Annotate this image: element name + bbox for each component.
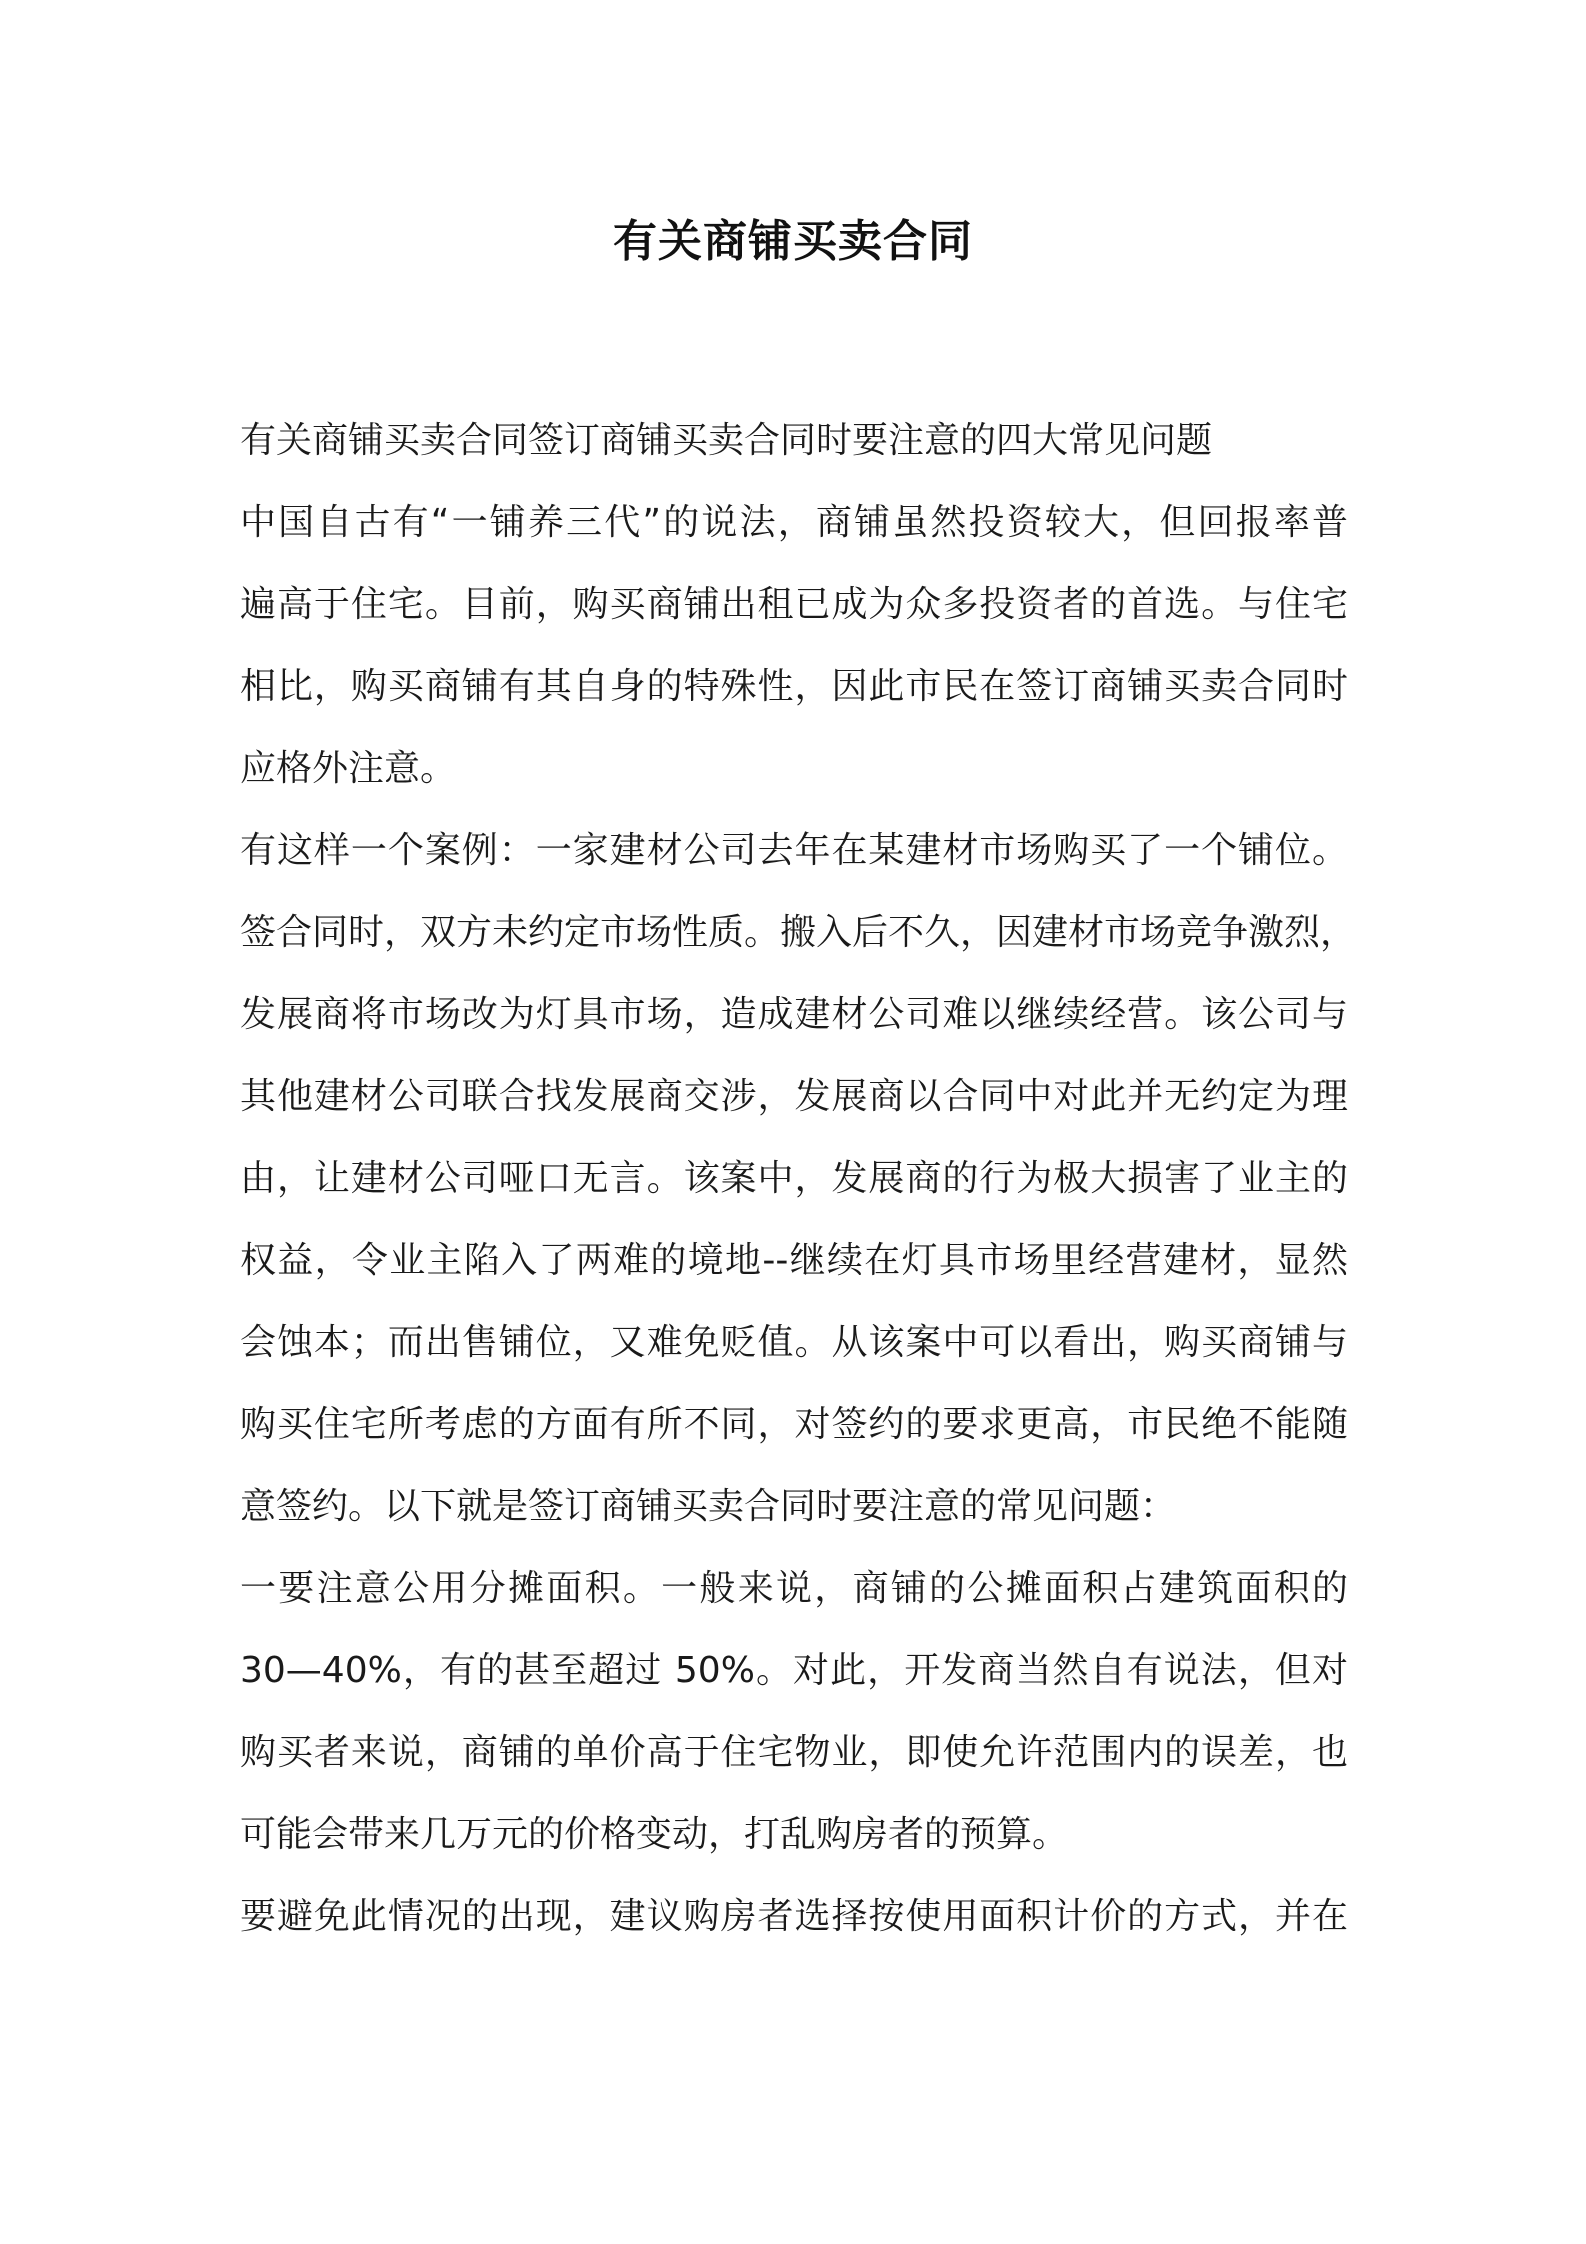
- text-line: 意签约。以下就是签订商铺买卖合同时要注意的常见问题：: [240, 1486, 1177, 1527]
- document-body: [240, 400, 1357, 1958]
- text-line: 发展商将市场改为灯具市场，造成建材公司难以继续经营。该公司与: [240, 994, 1348, 1035]
- text-line: 购买者来说，商铺的单价高于住宅物业，即使允许范围内的误差，也: [240, 1732, 1348, 1773]
- text-line: 可能会带来几万元的价格变动，打乱购房者的预算。: [240, 1814, 1069, 1855]
- text-line: 遍高于住宅。目前，购买商铺出租已成为众多投资者的首选。与住宅: [240, 584, 1348, 625]
- paragraph-heading-line: 有关商铺买卖合同签订商铺买卖合同时要注意的四大常见问题: [240, 420, 1213, 461]
- text-line: 其他建材公司联合找发展商交涉，发展商以合同中对此并无约定为理: [240, 1076, 1348, 1117]
- text-line: 权益，令业主陷入了两难的境地--继续在灯具市场里经营建材，显然: [240, 1240, 1348, 1281]
- text-line: 30—40%，有的甚至超过 50%。对此，开发商当然自有说法，但对: [240, 1650, 1348, 1691]
- text-line: 要避免此情况的出现，建议购房者选择按使用面积计价的方式，并在: [240, 1896, 1348, 1937]
- text-line: 中国自古有“一铺养三代”的说法，商铺虽然投资较大，但回报率普: [240, 502, 1348, 543]
- text-line: 签合同时，双方未约定市场性质。搬入后不久，因建材市场竞争激烈，: [240, 912, 1357, 953]
- text-line: 相比，购买商铺有其自身的特殊性，因此市民在签订商铺买卖合同时: [240, 666, 1348, 707]
- text-line: 应格外注意。: [240, 748, 457, 789]
- text-line: 一要注意公用分摊面积。一般来说，商铺的公摊面积占建筑面积的: [240, 1568, 1348, 1609]
- document-title: 有关商铺买卖合同: [613, 216, 973, 267]
- text-line: 会蚀本；而出售铺位，又难免贬值。从该案中可以看出，购买商铺与: [240, 1322, 1348, 1363]
- text-line: 有这样一个案例：一家建材公司去年在某建材市场购买了一个铺位。: [240, 830, 1348, 871]
- text-line: 由，让建材公司哑口无言。该案中，发展商的行为极大损害了业主的: [240, 1158, 1348, 1199]
- text-line: 购买住宅所考虑的方面有所不同，对签约的要求更高，市民绝不能随: [240, 1404, 1348, 1445]
